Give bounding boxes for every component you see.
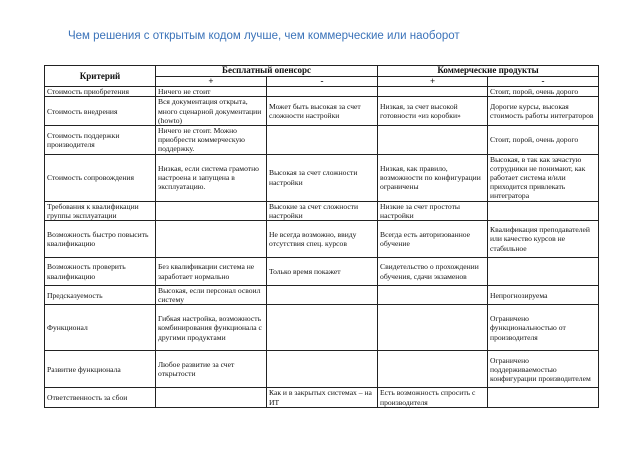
table-row: [45, 258, 599, 286]
commercial-minus-cell: Ограничено функциональностью от производителя: [488, 305, 599, 351]
opensource-plus-cell: [156, 201, 267, 220]
criterion-cell: Возможность быстро повысить квалификацию: [45, 221, 156, 258]
criterion-header: Критерий: [45, 66, 156, 87]
commercial-minus-cell: Дорогие курсы, высокая стоимость работы интеграторов: [488, 97, 599, 126]
table-row: [45, 351, 599, 388]
commercial-minus-cell: Стоит, порой, очень дорого: [488, 126, 599, 155]
criterion-cell: Стоимость сопровождения: [45, 154, 156, 201]
commercial-minus-header: -: [488, 77, 599, 87]
criterion-cell: Предсказуемость: [45, 286, 156, 305]
commercial-plus-cell: Свидетельство о прохождении обучения, сдачи экзаменов: [378, 258, 488, 286]
page-title: Чем решения с открытым кодом лучше, чем коммерческие или наоборот: [68, 30, 460, 42]
commercial-minus-cell: [488, 388, 599, 407]
comparison-table: [44, 65, 599, 408]
commercial-minus-cell: [488, 258, 599, 286]
table-row: [45, 126, 599, 155]
commercial-plus-cell: [378, 351, 488, 388]
criterion-cell: Требования к квалификации группы эксплуатации: [45, 201, 156, 220]
opensource-minus-cell: [267, 286, 378, 305]
commercial-plus-cell: [378, 286, 488, 305]
opensource-plus-cell: [156, 388, 267, 407]
table-row: [45, 97, 599, 126]
opensource-plus-cell: Вся документация открыта, много сценарной документации (howto): [156, 97, 267, 126]
opensource-minus-cell: [267, 351, 378, 388]
table-row: [45, 305, 599, 351]
commercial-minus-cell: Высокая, в так как зачастую сотрудники не понимают, как работает система и/или приходится привлекать интегратора: [488, 154, 599, 201]
opensource-header: Бесплатный опенсорс: [156, 66, 378, 77]
commercial-plus-cell: Низкие за счет простоты настройки: [378, 201, 488, 220]
commercial-plus-cell: Низкая, за счет высокой готовности «из коробки»: [378, 97, 488, 126]
opensource-minus-cell: Высокая за счет сложности настройки: [267, 154, 378, 201]
criterion-cell: Функционал: [45, 305, 156, 351]
opensource-plus-cell: Высокая, если персонал освоил систему: [156, 286, 267, 305]
opensource-plus-cell: [156, 221, 267, 258]
commercial-minus-cell: Квалификация преподавателей или качество курсов не стабильное: [488, 221, 599, 258]
commercial-minus-cell: [488, 201, 599, 220]
opensource-minus-cell: Только время покажет: [267, 258, 378, 286]
commercial-minus-cell: Стоит, порой, очень дорого: [488, 87, 599, 97]
opensource-minus-cell: Может быть высокая за счет сложности настройки: [267, 97, 378, 126]
commercial-plus-cell: Есть возможность спросить с производителя: [378, 388, 488, 407]
opensource-plus-cell: Ничего не стоит. Можно приобрести коммерческую поддержку.: [156, 126, 267, 155]
opensource-plus-cell: Низкая, если система грамотно настроена и запущена в эксплуатацию.: [156, 154, 267, 201]
commercial-plus-cell: [378, 87, 488, 97]
opensource-minus-cell: [267, 305, 378, 351]
table-row: [45, 87, 599, 97]
opensource-plus-cell: Гибкая настройка, возможность комбинирования функционала с другими продуктами: [156, 305, 267, 351]
criterion-cell: Возможность проверить квалификацию: [45, 258, 156, 286]
table-row: [45, 201, 599, 220]
opensource-plus-cell: Ничего не стоит: [156, 87, 267, 97]
commercial-minus-cell: Непрогнозируема: [488, 286, 599, 305]
opensource-minus-cell: [267, 126, 378, 155]
opensource-minus-cell: [267, 87, 378, 97]
opensource-plus-cell: Любое развитие за счет открытости: [156, 351, 267, 388]
opensource-plus-header: +: [156, 77, 267, 87]
commercial-plus-cell: [378, 305, 488, 351]
opensource-minus-cell: Высокие за счет сложности настройки: [267, 201, 378, 220]
criterion-cell: Стоимость приобретения: [45, 87, 156, 97]
opensource-minus-cell: Не всегда возможно, ввиду отсутствия спец. курсов: [267, 221, 378, 258]
commercial-plus-cell: Всегда есть авторизованное обучение: [378, 221, 488, 258]
opensource-minus-cell: Как и в закрытых системах – на ИТ: [267, 388, 378, 407]
criterion-cell: Ответственность за сбои: [45, 388, 156, 407]
criterion-cell: Развитие функционала: [45, 351, 156, 388]
table-row: [45, 221, 599, 258]
criterion-cell: Стоимость поддержки производителя: [45, 126, 156, 155]
table-row: [45, 286, 599, 305]
commercial-plus-cell: Низкая, как правило, возможности по конфигурации ограничены: [378, 154, 488, 201]
commercial-plus-cell: [378, 126, 488, 155]
opensource-plus-cell: Без квалификации система не заработает нормально: [156, 258, 267, 286]
table-row: [45, 154, 599, 201]
commercial-minus-cell: Ограничено поддерживаемостью конфигурации производителем: [488, 351, 599, 388]
commercial-header: Коммерческие продукты: [378, 66, 599, 77]
commercial-plus-header: +: [378, 77, 488, 87]
criterion-cell: Стоимость внедрения: [45, 97, 156, 126]
opensource-minus-header: -: [267, 77, 378, 87]
table-row: [45, 388, 599, 407]
